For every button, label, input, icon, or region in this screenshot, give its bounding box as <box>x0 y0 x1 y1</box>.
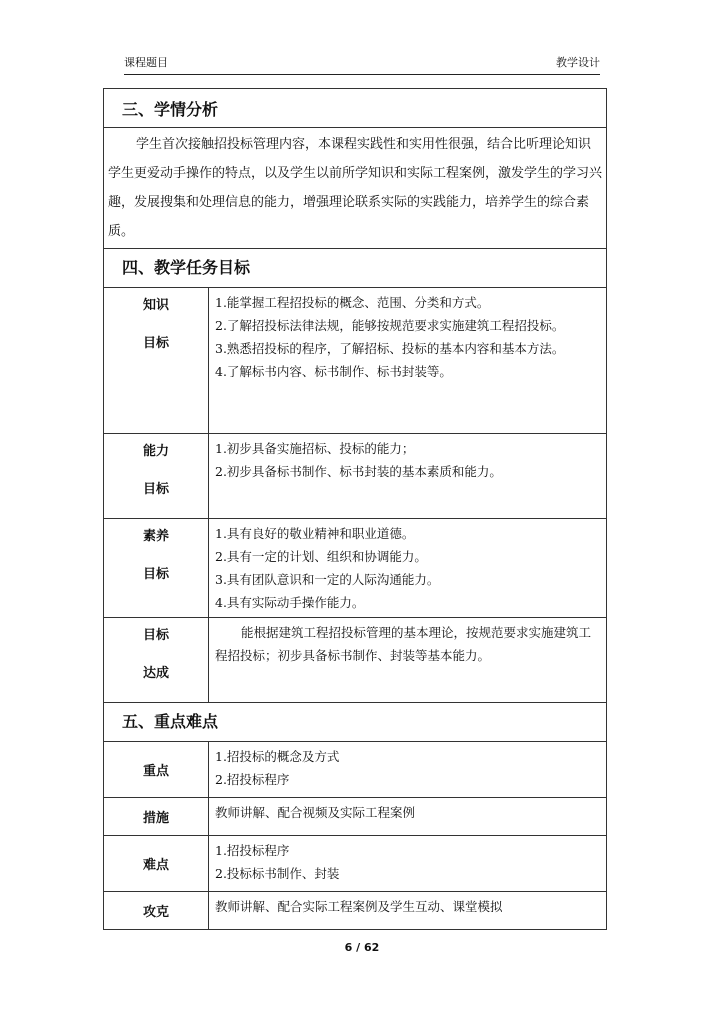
difficulty-row <box>104 836 607 892</box>
measure-row <box>104 798 607 836</box>
lesson-plan-table <box>103 88 607 930</box>
difficulty-content <box>209 836 607 892</box>
difficulty-label: 难点 <box>104 836 209 892</box>
teaching-design-label: 教学设计 <box>556 56 600 69</box>
objective-item: 4.了解标书内容、标书制作、标书封装等。 <box>215 364 452 379</box>
overcome-content <box>209 892 607 930</box>
objective-item: 3.具有团队意识和一定的人际沟通能力。 <box>215 572 440 587</box>
key-point-item: 1.招投标的概念及方式 <box>215 749 340 764</box>
objective-item: 2.具有一定的计划、组织和协调能力。 <box>215 549 427 564</box>
objective-label: 目标 达成 <box>104 618 209 703</box>
objective-item: 2.初步具备标书制作、标书封装的基本素质和能力。 <box>215 464 502 479</box>
objective-item: 能根据建筑工程招投标管理的基本理论，按规范要求实施建筑工程招投标；初步具备标书制作、封装等基本能力。 <box>215 625 592 663</box>
course-title-label: 课程题目 <box>124 56 168 69</box>
objective-content <box>209 519 607 618</box>
learning-analysis-paragraph: 学生首次接触招投标管理内容，本课程实践性和实用性很强，结合比听理论知识学生更爱动手操作的特点，以及学生以前所学知识和实际工程案例，激发学生的学习兴趣，发展搜集和处理信息的能力，增强理论联系实际的实践能力，培养学生的综合素质。 <box>104 128 607 249</box>
objective-item: 1.具有良好的敬业精神和职业道德。 <box>215 526 415 541</box>
objective-row-knowledge <box>104 288 607 434</box>
measure-content <box>209 798 607 836</box>
key-point-row <box>104 742 607 798</box>
measure-item: 教师讲解、配合视频及实际工程案例 <box>215 805 416 820</box>
objective-item: 2.了解招投标法律法规，能够按规范要求实施建筑工程招投标。 <box>215 318 565 333</box>
key-point-content <box>209 742 607 798</box>
objective-label: 知识 目标 <box>104 288 209 434</box>
objective-row-ability <box>104 434 607 519</box>
objective-item: 1.初步具备实施招标、投标的能力； <box>215 441 415 456</box>
objective-row-literacy <box>104 519 607 618</box>
objective-item: 3.熟悉招投标的程序，了解招标、投标的基本内容和基本方法。 <box>215 341 565 356</box>
section-title-learning-analysis: 三、学情分析 <box>104 89 607 128</box>
page-number: 6 / 62 <box>344 941 380 954</box>
page-header <box>124 50 600 75</box>
objective-label: 能力 目标 <box>104 434 209 519</box>
section-title-key-difficulties: 五、重点难点 <box>104 703 607 742</box>
objective-content <box>209 288 607 434</box>
section-title-teaching-objectives: 四、教学任务目标 <box>104 249 607 288</box>
overcome-row <box>104 892 607 930</box>
overcome-item: 教师讲解、配合实际工程案例及学生互动、课堂模拟 <box>215 899 503 914</box>
objective-content <box>209 618 607 703</box>
key-point-item: 2.招投标程序 <box>215 772 290 787</box>
difficulty-item: 1.招投标程序 <box>215 843 290 858</box>
objective-item: 4.具有实际动手操作能力。 <box>215 595 365 610</box>
objective-label: 素养 目标 <box>104 519 209 618</box>
objective-row-achievement <box>104 618 607 703</box>
objective-content <box>209 434 607 519</box>
measure-label: 措施 <box>104 798 209 836</box>
key-point-label: 重点 <box>104 742 209 798</box>
difficulty-item: 2.投标标书制作、封装 <box>215 866 340 881</box>
objective-item: 1.能掌握工程招投标的概念、范围、分类和方式。 <box>215 295 490 310</box>
overcome-label: 攻克 <box>104 892 209 930</box>
